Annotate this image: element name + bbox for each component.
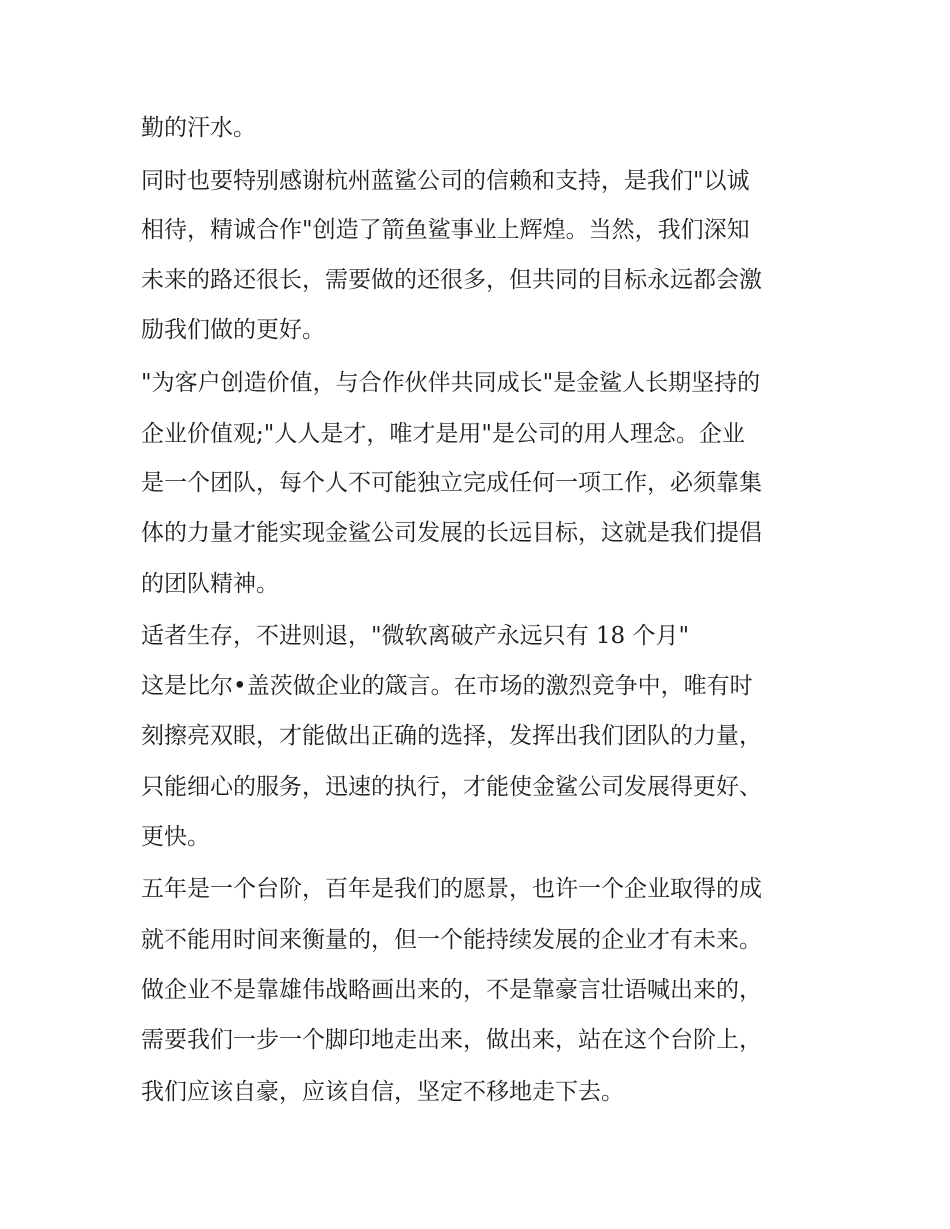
text-line-4: 未来的路还很长，需要做的还很多，但共同的目标永远都会激: [141, 267, 762, 293]
text-line-13: 刻擦亮双眼，才能做出正确的选择，发挥出我们团队的力量，: [141, 723, 762, 749]
text-line-7: 企业价值观;"人人是才，唯才是用"是公司的用人理念。企业: [141, 421, 745, 447]
text-line-14: 只能细心的服务，迅速的执行，才能使金鲨公司发展得更好、: [141, 774, 762, 800]
text-line-9: 体的力量才能实现金鲨公司发展的长远目标，这就是我们提倡: [141, 520, 762, 546]
text-line-19: 需要我们一步一个脚印地走出来，做出来，站在这个台阶上，: [141, 1027, 762, 1053]
text-line-3: 相待，精诚合作"创造了箭鱼鲨事业上辉煌。当然，我们深知: [141, 217, 750, 243]
text-line-1: 勤的汗水。: [141, 115, 256, 141]
text-line-2: 同时也要特别感谢杭州蓝鲨公司的信赖和支持，是我们"以诚: [141, 168, 750, 194]
text-line-18: 做企业不是靠雄伟战略画出来的，不是靠豪言壮语喊出来的，: [141, 977, 762, 1003]
text-line-16: 五年是一个台阶，百年是我们的愿景，也许一个企业取得的成: [141, 876, 762, 902]
text-line-10: 的团队精神。: [141, 571, 279, 597]
text-line-11: 适者生存，不进则退，"微软离破产永远只有 18 个月": [141, 623, 690, 649]
text-line-12: 这是比尔•盖茨做企业的箴言。在市场的激烈竞争中，唯有时: [141, 673, 753, 699]
text-line-17: 就不能用时间来衡量的，但一个能持续发展的企业才有未来。: [141, 927, 762, 953]
text-line-5: 励我们做的更好。: [141, 317, 325, 343]
text-line-8: 是一个团队，每个人不可能独立完成任何一项工作，必须靠集: [141, 470, 762, 496]
text-line-20: 我们应该自豪，应该自信，坚定不移地走下去。: [141, 1079, 624, 1105]
text-line-6: "为客户创造价值，与合作伙伴共同成长"是金鲨人长期坚持的: [141, 370, 761, 396]
text-line-15: 更快。: [141, 824, 210, 850]
